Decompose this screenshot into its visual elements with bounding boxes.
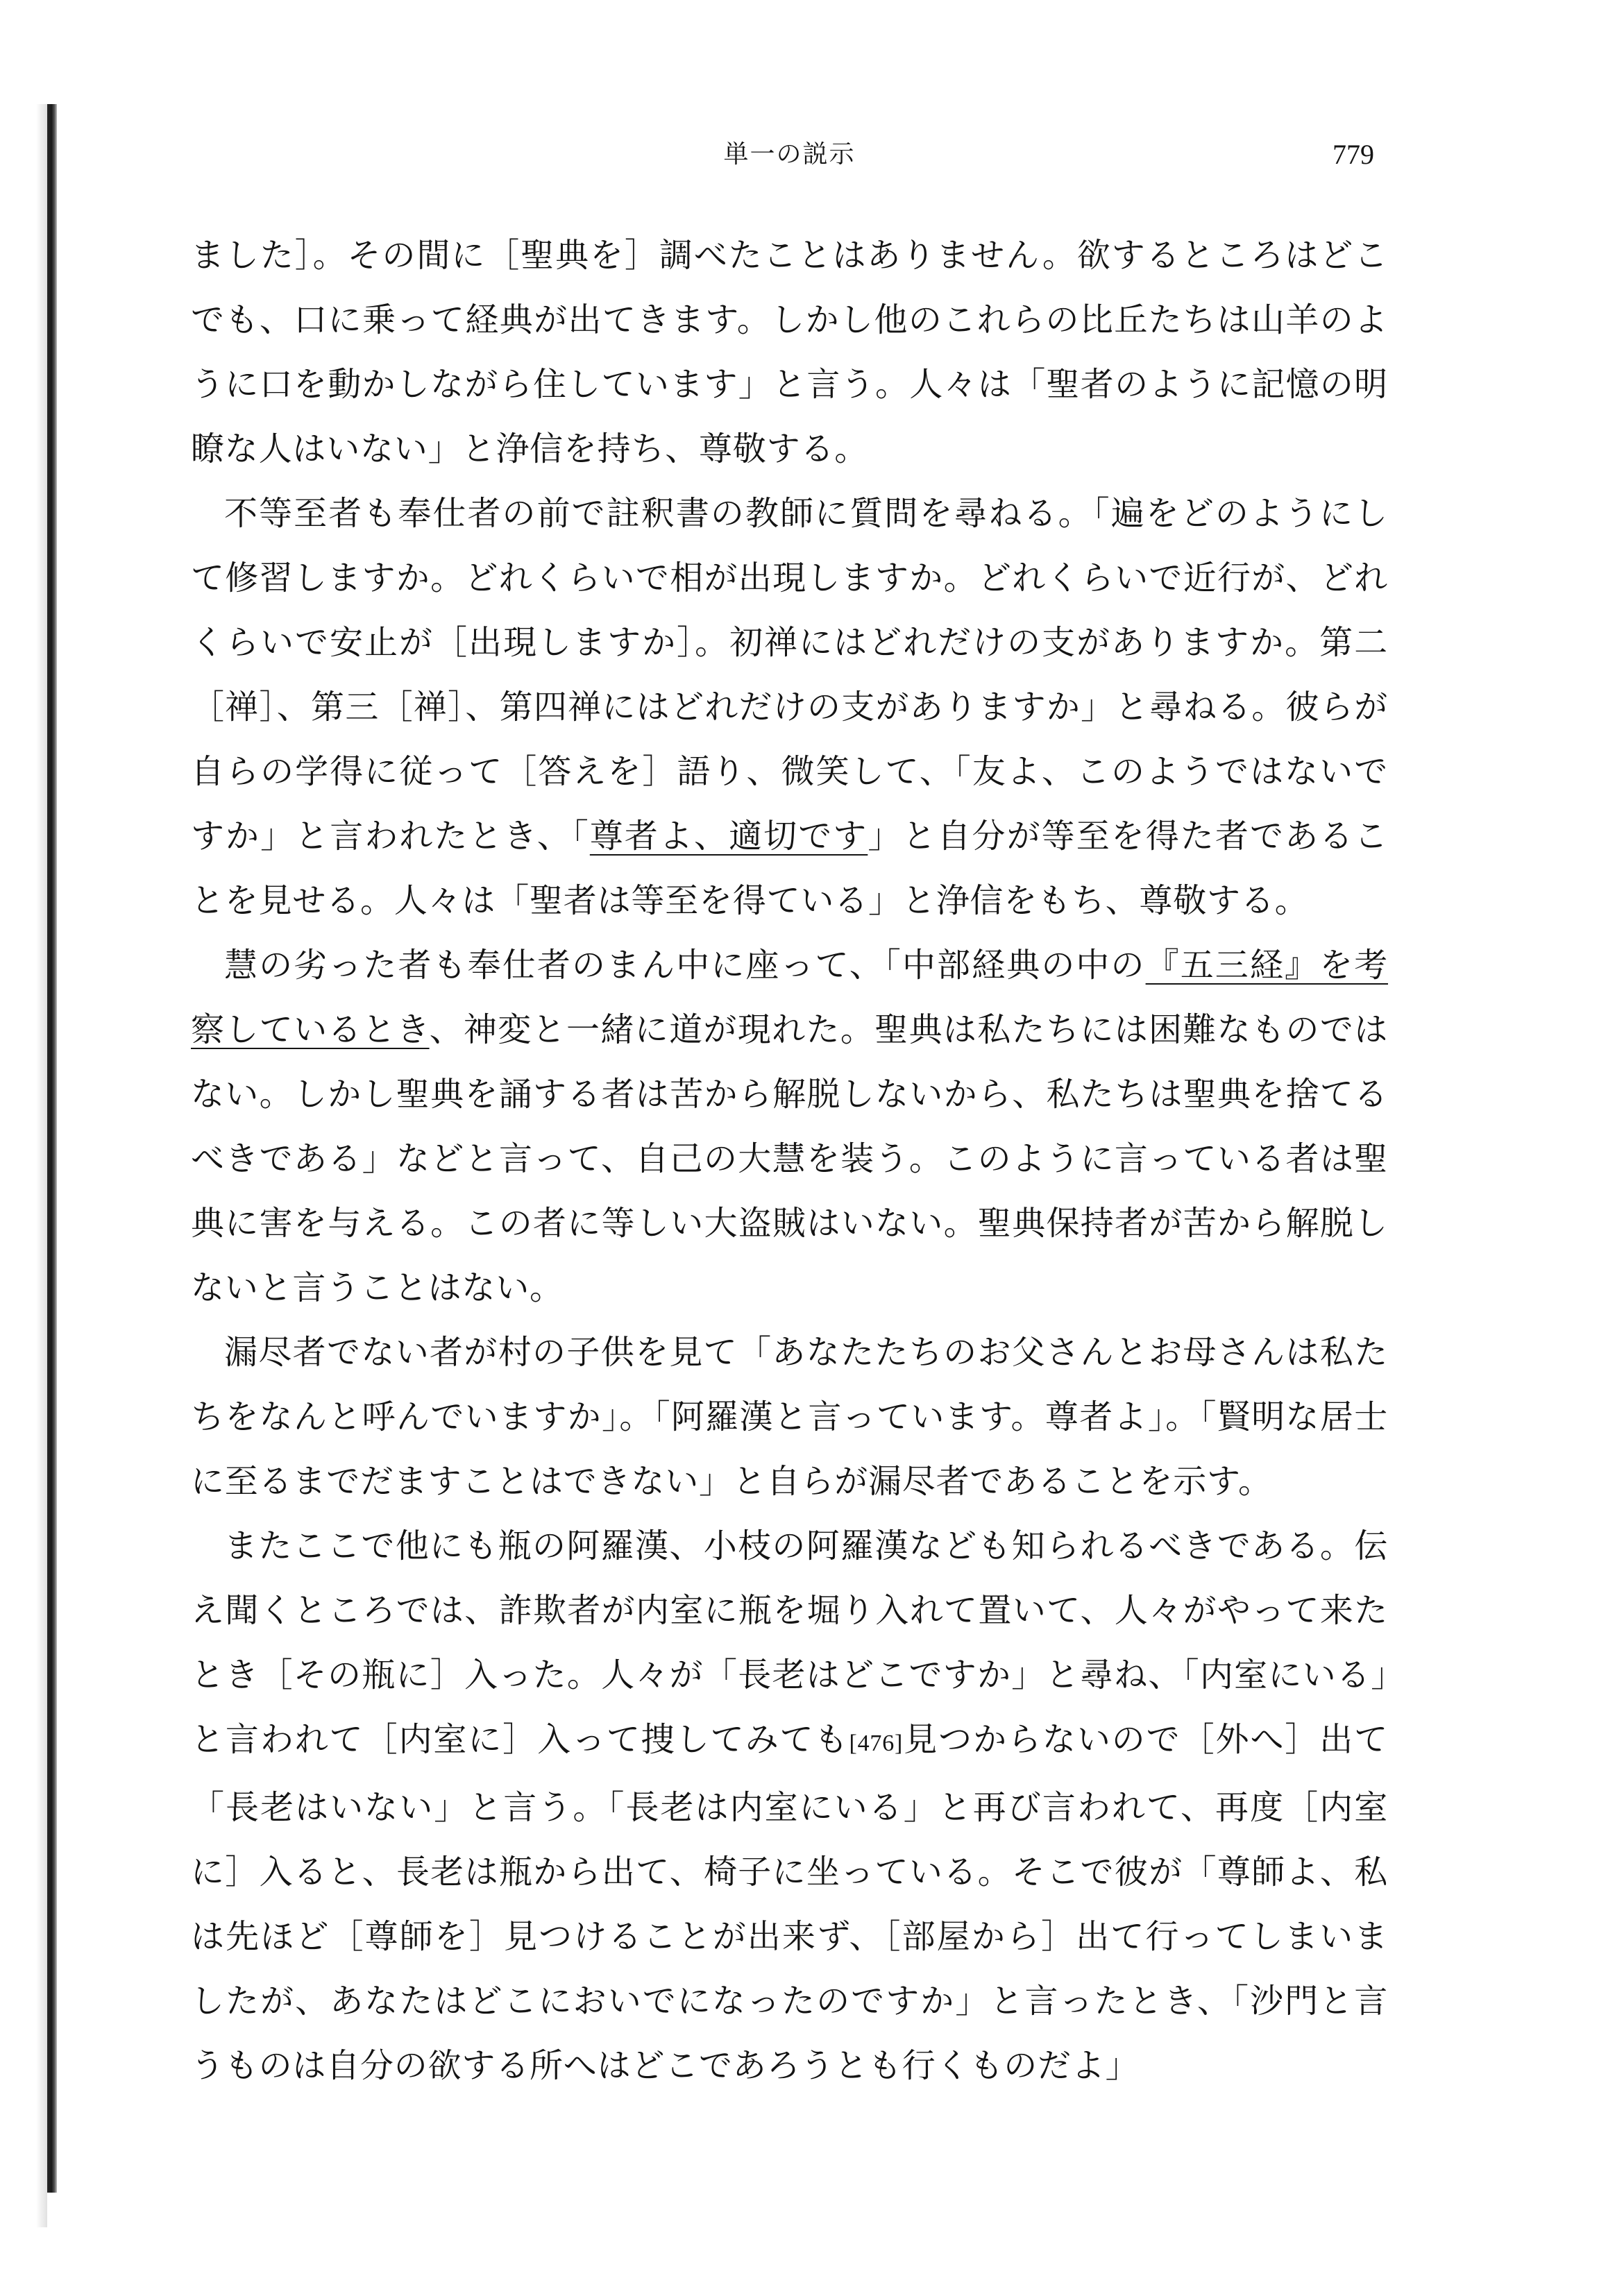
text-run: 、神変と一緒に道が現れた。聖典は私たちには困難なものではない。しかし聖典を誦する者は苦から解脱しないから、私たちは聖典を捨てるべきである」などと言って、自己の大慧を装う。このように言っている者は聖典に害を与える。この者に等しい大盗賊はいない。聖典保持者が苦から解脱しないと言うことはない。 [191, 1010, 1388, 1307]
text-run: 」と自分が等至を得た者であることを見せる。人々は「聖者は等至を得ている」と浄信をもち、尊敬する。 [191, 817, 1388, 920]
scan-binding-edge [47, 104, 57, 2193]
text-run: 漏尽者でない者が村の子供を見て「あなたたちのお父さんとお母さんは私たちをなんと呼んでいますか」。「阿羅漢と言っています。尊者よ」。「賢明な居士に至るまでだますことはできない」と自らが漏尽者であることを示す。 [191, 1333, 1388, 1501]
paragraph [191, 1320, 1388, 1514]
page-number: 779 [1333, 139, 1374, 170]
underlined-phrase: 尊者よ、適切です [589, 817, 868, 856]
text-run: 見つからないので［外へ］出て「長老はいない」と言う。「長老は内室にいる」と再び言われて、再度［内室に］入ると、長老は瓶から出て、椅子に坐っている。そこで彼が「尊師よ、私は先ほど［尊師を］見つけることが出来ず、［部屋から］出て行ってしまいましたが、あなたはどこにおいでになったのですか」と言ったとき、「沙門と言うものは自分の欲する所へはどこであろうとも行くものだよ」 [191, 1720, 1388, 2085]
paragraph [191, 933, 1388, 1320]
page-reference: [476] [849, 1730, 904, 1756]
paragraph [191, 482, 1388, 933]
underlined-phrase: 『五三経』を考察しているとき [191, 946, 1388, 1049]
text-run: 慧の劣った者も奉仕者のまん中に座って、「中部経典の中の [224, 946, 1146, 985]
paragraph [191, 1514, 1388, 2098]
scan-binding-shadow [36, 104, 47, 2227]
text-run: またここで他にも瓶の阿羅漢、小枝の阿羅漢なども知られるべきである。伝え聞くところでは、詐欺者が内室に瓶を堀り入れて置いて、人々がやって来たとき［その瓶に］入った。人々が「長老はどこですか」と尋ね、「内室にいる」と言われて［内室に］入って捜してみても [191, 1527, 1389, 1759]
paragraph [191, 223, 1388, 482]
text-run: 不等至者も奉仕者の前で註釈書の教師に質問を尋ねる。「遍をどのようにして修習しますか。どれくらいで相が出現しますか。どれくらいで近行が、どれくらいで安止が［出現しますか］。初禅にはどれだけの支がありますか。第二［禅］、第三［禅］、第四禅にはどれだけの支がありますか」と尋ねる。彼らが自らの学得に従って［答えを］語り、微笑して、「友よ、このようではないですか」と言われたとき、「 [191, 494, 1388, 856]
body-text [191, 223, 1388, 2098]
text-run: ました］。その間に［聖典を］調べたことはありません。欲するところはどこでも、口に乗って経典が出てきます。しかし他のこれらの比丘たちは山羊のように口を動かしながら住しています」と言う。人々は「聖者のように記憶の明瞭な人はいない」と浄信を持ち、尊敬する。 [191, 236, 1388, 468]
running-title: 単一の説示 [723, 140, 856, 169]
running-head [191, 130, 1388, 179]
